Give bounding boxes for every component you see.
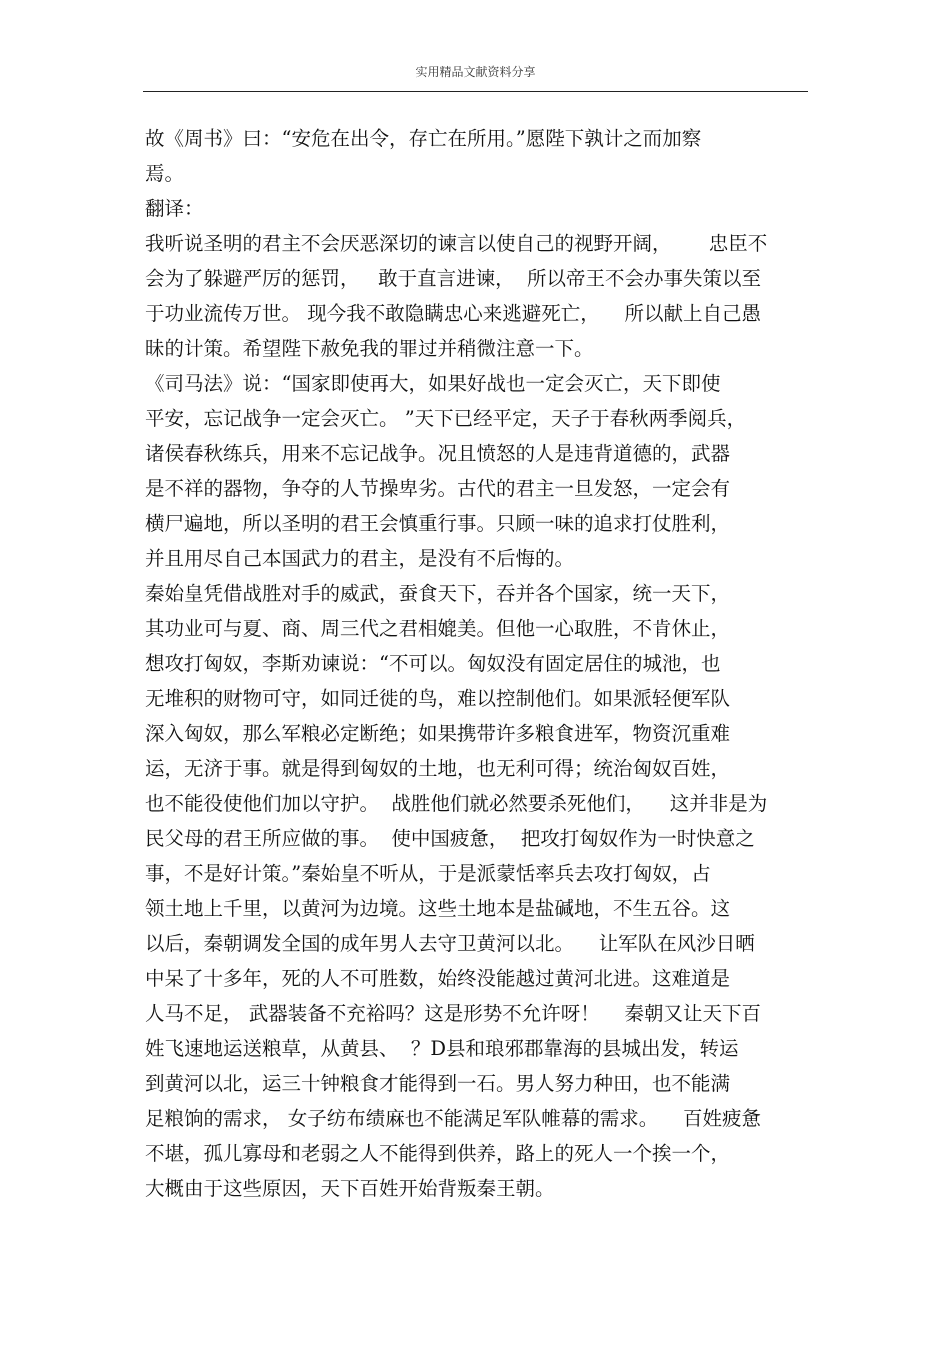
text-line: 以后，秦朝调发全国的成年男人去守卫黄河以北。 让军队在风沙日晒 [145,932,755,955]
text-line: 运，无济于事。就是得到匈奴的土地，也无利可得；统治匈奴百姓， [145,757,731,780]
text-line: 是不祥的器物，争夺的人节操卑劣。古代的君主一旦发怒，一定会有 [145,477,731,500]
text-line: 人马不足， 武器装备不充裕吗？这是形势不允许呀！ 秦朝又让天下百 [145,1002,761,1025]
text-line: 足粮饷的需求， 女子纺布绩麻也不能满足军队帷幕的需求。 百姓疲惫 [145,1107,761,1130]
text-line: 事，不是好计策。”秦始皇不听从，于是派蒙恬率兵去攻打匈奴，占 [145,862,711,885]
text-line: 大概由于这些原因，天下百姓开始背叛秦王朝。 [145,1177,555,1200]
header-divider [143,91,808,92]
text-line: 想攻打匈奴，李斯劝谏说：“不可以。匈奴没有固定居住的城池，也 [145,652,721,675]
text-line: 民父母的君王所应做的事。 使中国疲惫， 把攻打匈奴作为一时快意之 [145,827,755,850]
text-line: 翻译： [145,197,204,220]
text-line: 其功业可与夏、商、周三代之君相媲美。但他一心取胜，不肯休止， [145,617,731,640]
text-line: 会为了躲避严厉的惩罚， 敢于直言进谏， 所以帝王不会办事失策以至 [145,267,761,290]
text-line: 《司马法》说：“国家即使再大，如果好战也一定会灭亡，天下即使 [145,372,721,395]
text-line: 到黄河以北，运三十钟粮食才能得到一石。男人努力种田，也不能满 [145,1072,731,1095]
text-line: 平安，忘记战争一定会灭亡。 ”天下已经平定，天子于春秋两季阅兵， [145,407,747,430]
text-line: 于功业流传万世。 现今我不敢隐瞒忠心来逃避死亡， 所以献上自己愚 [145,302,761,325]
text-line: 我听说圣明的君主不会厌恶深切的谏言以使自己的视野开阔， 忠臣不 [145,232,768,255]
text-line: 无堆积的财物可守，如同迁徙的鸟，难以控制他们。如果派轻便军队 [145,687,731,710]
text-line: 昧的计策。希望陛下赦免我的罪过并稍微注意一下。 [145,337,594,360]
text-line: 也不能役使他们加以守护。 战胜他们就必然要杀死他们， 这并非是为 [145,792,768,815]
text-line: 不堪，孤儿寡母和老弱之人不能得到供养，路上的死人一个挨一个， [145,1142,731,1165]
text-line: 并且用尽自己本国武力的君主，是没有不后悔的。 [145,547,575,570]
text-line: 领土地上千里，以黄河为边境。这些土地本是盐碱地，不生五谷。这 [145,897,731,920]
text-line: 秦始皇凭借战胜对手的威武，蚕食天下，吞并各个国家，统一天下， [145,582,731,605]
document-body [145,121,810,1206]
text-line: 姓飞速地运送粮草，从黄县、 ？D县和琅邪郡靠海的县城出发，转运 [145,1037,739,1060]
page-header: 实用精品文献资料分享 [415,65,536,79]
text-line: 深入匈奴，那么军粮必定断绝；如果携带许多粮食进军，物资沉重难 [145,722,731,745]
text-line: 中呆了十多年，死的人不可胜数，始终没能越过黄河北进。这难道是 [145,967,731,990]
text-line: 焉。 [145,162,185,185]
text-line: 横尸遍地，所以圣明的君王会慎重行事。只顾一味的追求打仗胜利， [145,512,731,535]
text-line: 诸侯春秋练兵，用来不忘记战争。况且愤怒的人是违背道德的，武器 [145,442,731,465]
text-line: 故《周书》曰：“安危在出令，存亡在所用。”愿陛下孰计之而加察 [145,127,702,150]
